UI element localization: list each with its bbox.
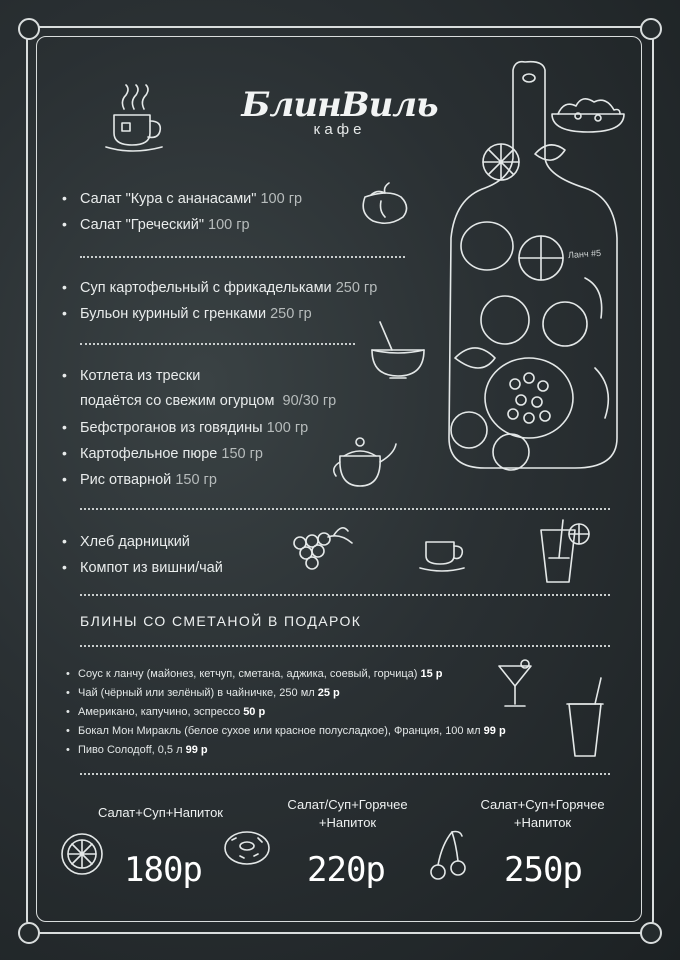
list-item: • Котлета из трески xyxy=(62,367,201,384)
logo-subtitle: кафе xyxy=(313,121,366,138)
combo-1-price: 180р xyxy=(124,850,202,890)
list-item: подаётся со свежим огурцом 90/30 гр xyxy=(80,393,337,409)
dotted-divider xyxy=(80,773,610,775)
grapes-icon xyxy=(288,525,356,575)
list-item: • Картофельное пюре 150 гр xyxy=(62,445,263,462)
coffee-cup-icon xyxy=(420,530,470,575)
combo-3-label: Салат+Суп+Горячее +Напиток xyxy=(480,797,605,830)
list-item: • Соус к ланчу (майонез, кетчуп, сметана, аджика, соевый, горчица) 15 р xyxy=(66,668,443,680)
extras-list xyxy=(66,665,506,760)
bread-drink-list xyxy=(62,528,223,580)
lemon-icon xyxy=(58,830,106,878)
frame-corner xyxy=(640,922,662,944)
list-item: • Бефстроганов из говядины 100 гр xyxy=(62,419,309,436)
list-item: • Рис отварной 150 гр xyxy=(62,471,217,488)
dotted-divider xyxy=(80,343,355,345)
combo-1-label: Салат+Суп+Напиток xyxy=(97,805,223,820)
combo-2-price: 220р xyxy=(307,850,385,890)
list-item: • Салат "Греческий" 100 гр xyxy=(62,216,250,233)
soup-bowl-icon xyxy=(368,320,430,382)
salads-list xyxy=(62,185,302,237)
list-item: • Суп картофельный с фрикадельками 250 гр xyxy=(62,279,378,296)
donut-icon xyxy=(222,826,272,871)
combo-3-price: 250р xyxy=(504,850,582,890)
list-item: • Бокал Мон Миракль (белое сухое или красное полусладкое), Франция, 100 мл 99 р xyxy=(66,725,506,737)
list-item: • Компот из вишни/чай xyxy=(62,559,223,576)
list-item: • Салат "Кура с ананасами" 100 гр xyxy=(62,190,303,207)
frame-corner xyxy=(18,922,40,944)
cutting-board-icon xyxy=(425,58,640,478)
list-item: • Американо, капучино, эспрессо 50 р xyxy=(66,706,266,718)
pepper-icon xyxy=(355,183,415,228)
dotted-divider xyxy=(80,645,610,647)
dotted-divider xyxy=(80,508,610,510)
list-item: • Пиво Солодоff, 0,5 л 99 р xyxy=(66,744,208,756)
dotted-divider xyxy=(80,594,610,596)
tea-cup-icon xyxy=(100,85,175,155)
board-label: Ланч #5 xyxy=(567,247,602,261)
dotted-divider xyxy=(80,256,405,258)
list-item: • Хлеб дарницкий xyxy=(62,533,190,550)
gift-banner: БЛИНЫ СО СМЕТАНОЙ В ПОДАРОК xyxy=(80,613,362,629)
cherries-icon xyxy=(428,828,468,883)
frame-corner xyxy=(18,18,40,40)
logo-name: БлинВиль xyxy=(241,85,438,125)
soda-cup-icon xyxy=(565,678,605,760)
mains-list xyxy=(62,362,336,492)
soups-list xyxy=(62,274,377,326)
cafe-logo xyxy=(232,85,447,138)
list-item: • Бульон куриный с гренками 250 гр xyxy=(62,305,312,322)
teapot-icon xyxy=(330,428,400,493)
combo-2-label: Салат/Суп+Горячее +Напиток xyxy=(287,797,408,830)
list-item: • Чай (чёрный или зелёный) в чайничке, 250 мл 25 р xyxy=(66,687,340,699)
frame-corner xyxy=(640,18,662,40)
lemonade-glass-icon xyxy=(535,518,600,588)
cocktail-glass-icon xyxy=(495,660,535,710)
